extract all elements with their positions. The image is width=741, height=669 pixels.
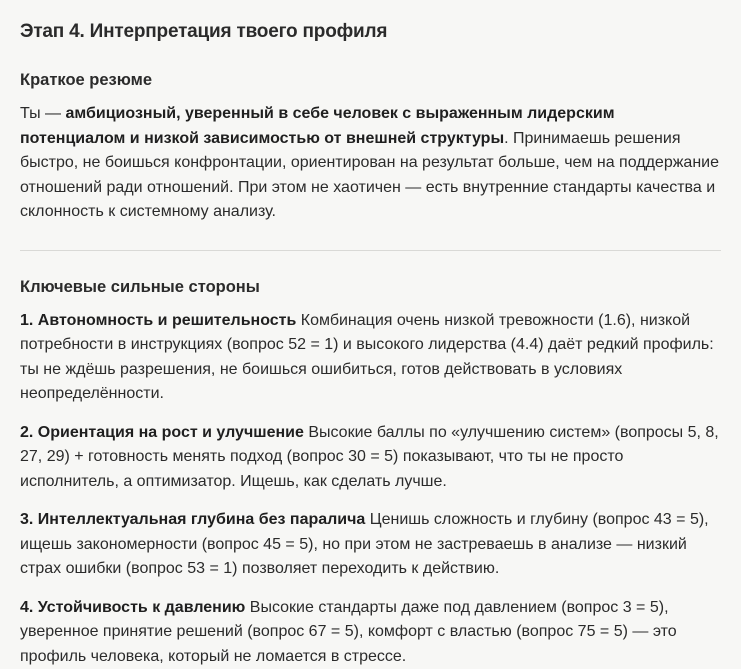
strength-item — [20, 596, 721, 669]
strength-item-text: Высокие баллы по «улучшению систем» (вопросы 5, 8, 27, 29) + готовность менять подход (вопрос 30 = 5) показывают, что ты не просто исполнитель, а оптимизатор. Ищешь, как сделать лучше. — [20, 424, 719, 490]
strength-item — [20, 309, 721, 407]
summary-rest: . Принимаешь решения быстро, не боишься конфронтации, ориентирован на результат больше, чем на поддержание отношений ради отношений. При этом не хаотичен — есть внутренние стандарты качества и склонность к системному анализу. — [20, 130, 719, 221]
summary-paragraph — [20, 102, 721, 225]
strength-item-text: Высокие стандарты даже под давлением (вопрос 3 = 5), уверенное принятие решений (вопрос 67 = 5), комфорт с властью (вопрос 75 = 5) — это профиль человека, который не ломается в стрессе. — [20, 599, 677, 665]
strength-item-title: 2. Ориентация на рост и улучшение — [20, 424, 304, 441]
summary-lead: Ты — — [20, 105, 65, 122]
strength-item-title: 3. Интеллектуальная глубина без паралича — [20, 511, 365, 528]
strengths-heading: Ключевые сильные стороны — [20, 275, 721, 299]
strength-item-text: Ценишь сложность и глубину (вопрос 43 = 5), ищешь закономерности (вопрос 45 = 5), но при этом не застреваешь в анализе — низкий страх ошибки (вопрос 53 = 1) позволяет переходить к действию. — [20, 511, 709, 577]
page-title: Этап 4. Интерпретация твоего профиля — [20, 18, 721, 46]
strength-item-text: Комбинация очень низкой тревожности (1.6), низкой потребности в инструкциях (вопрос 52 = 1) и высокого лидерства (4.4) даёт редкий профиль: ты не ждёшь разрешения, не боишься ошибиться, готов действовать в условиях неопределённости. — [20, 312, 714, 403]
summary-heading: Краткое резюме — [20, 68, 721, 92]
strength-item-title: 4. Устойчивость к давлению — [20, 599, 245, 616]
strength-item — [20, 421, 721, 495]
summary-bold: амбициозный, уверенный в себе человек с выраженным лидерским потенциалом и низкой зависимостью от внешней структуры — [20, 105, 615, 147]
strength-item — [20, 508, 721, 582]
strength-item-title: 1. Автономность и решительность — [20, 312, 296, 329]
section-divider — [20, 250, 721, 251]
